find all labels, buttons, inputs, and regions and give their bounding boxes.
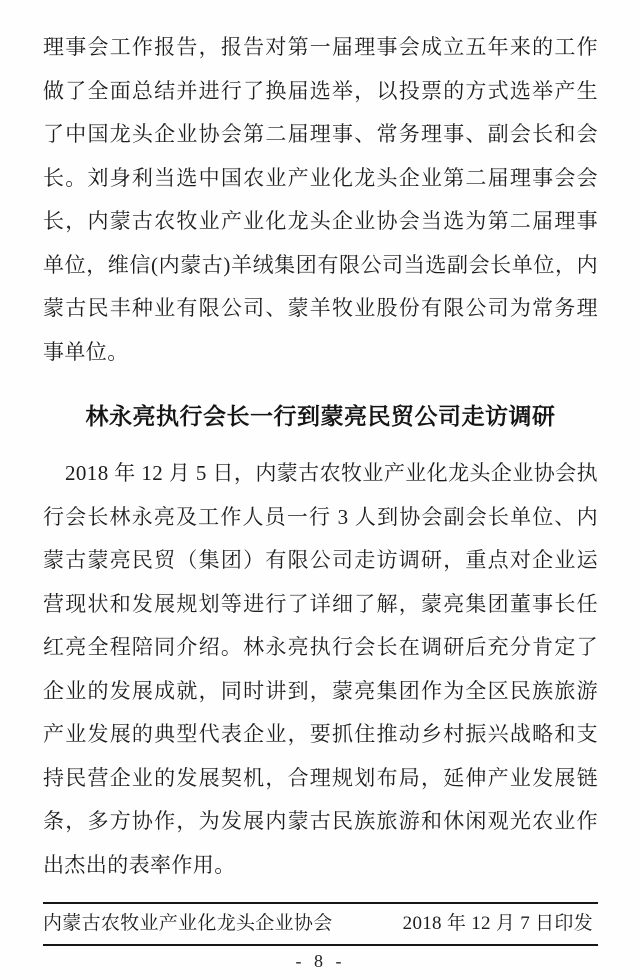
- footer-bottom-rule: [43, 944, 598, 946]
- page-footer: [43, 907, 593, 941]
- document-body: [43, 26, 598, 887]
- article-title: 林永亮执行会长一行到蒙亮民贸公司走访调研: [85, 404, 556, 429]
- footer-issuer: 内蒙古农牧业产业化龙头企业协会: [43, 913, 333, 934]
- article-body: 2018 年 12 月 5 日，内蒙古农牧业产业化龙头企业协会执行会长林永亮及工作人员一行 3 人到协会副会长单位、内蒙古蒙亮民贸（集团）有限公司走访调研，重点对企业运营现状和发展规划等进行了详细了解，蒙亮集团董事长任红亮全程陪同介绍。林永亮执行会长在调研后充分肯定了企业的发展成就，同时讲到，蒙亮集团作为全区民族旅游产业发展的典型代表企业，要抓住推动乡村振兴战略和支持民营企业的发展契机，合理规划布局，延伸产业发展链条，多方协作，为发展内蒙古民族旅游和休闲观光农业作出杰出的表率作用。: [43, 461, 598, 877]
- footer-top-rule: [43, 902, 598, 904]
- page-number: - 8 -: [295, 951, 346, 971]
- paragraph-continued: 理事会工作报告，报告对第一届理事会成立五年来的工作做了全面总结并进行了换届选举，以投票的方式选举产生了中国龙头企业协会第二届理事、常务理事、副会长和会长。刘身利当选中国农业产业化龙头企业第二届理事会会长，内蒙古农牧业产业化龙头企业协会当选为第二届理事单位，维信(内蒙古)羊绒集团有限公司当选副会长单位，内蒙古民丰种业有限公司、蒙羊牧业股份有限公司为常务理事单位。: [43, 35, 598, 364]
- footer-date: 2018 年 12 月 7 日印发: [402, 913, 593, 934]
